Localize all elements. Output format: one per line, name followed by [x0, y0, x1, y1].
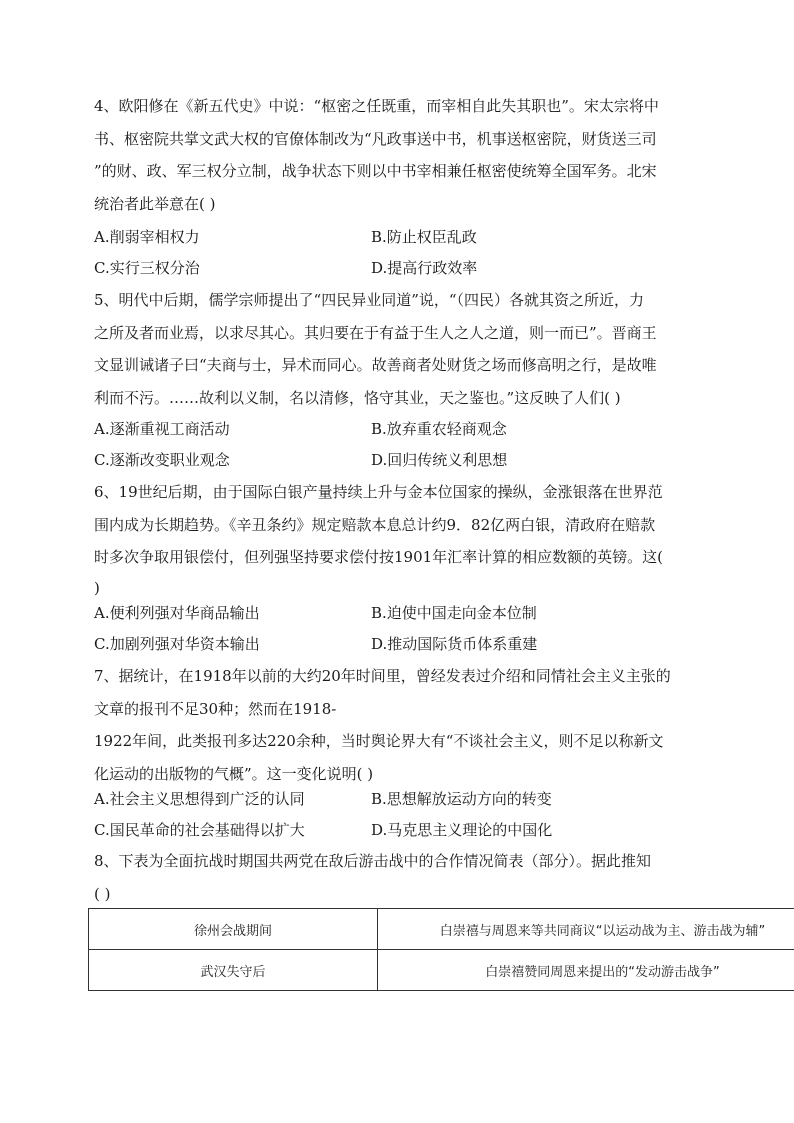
- question-8-line-2: ( ): [94, 884, 111, 903]
- question-5-option-c[interactable]: C.逐渐改变职业观念: [94, 451, 230, 469]
- question-4-option-b[interactable]: B.防止权臣乱政: [371, 228, 477, 246]
- question-6-line-2: 围内成为长期趋势。《辛丑条约》规定赔款本息总计约9．82亿两白银，清政府在赔款: [94, 515, 656, 534]
- question-6-line-4: ): [94, 578, 100, 597]
- question-8-line-1: 8、下表为全面抗战时期国共两党在敌后游击战中的合作情况简表（部分）。据此推知: [94, 852, 652, 870]
- question-5: [94, 284, 794, 414]
- question-7-option-b[interactable]: B.思想解放运动方向的转变: [371, 790, 552, 808]
- question-4: [94, 90, 794, 220]
- question-4-line-2: 书、枢密院共掌文武大权的官僚体制改为“凡政事送中书，机事送枢密院，财货送三司: [94, 129, 657, 148]
- question-6-option-b[interactable]: B.迫使中国走向金本位制: [371, 604, 537, 622]
- question-7: [94, 660, 794, 790]
- question-7-line-2: 文章的报刊不足30种；然而在1918-: [94, 699, 337, 718]
- question-8: [94, 845, 794, 910]
- table-cell-content: 白崇禧与周恩来等共同商议“以运动战为主、游击战为辅”: [378, 909, 794, 950]
- question-6: [94, 476, 794, 602]
- question-7-line-1: 7、据统计，在1918年以前的大约20年时间里，曾经发表过介绍和同情社会主义主张的: [94, 667, 671, 685]
- question-7-option-a[interactable]: A.社会主义思想得到广泛的认同: [94, 790, 305, 808]
- question-4-line-4: 统治者此举意在( ): [94, 194, 216, 213]
- question-6-line-3: 时多次争取用银偿付，但列强坚持要求偿付按1901年汇率计算的相应数额的英镑。这(: [94, 548, 664, 566]
- question-6-option-c[interactable]: C.加剧列强对华资本输出: [94, 635, 260, 653]
- question-4-options: [94, 222, 694, 284]
- question-5-option-b[interactable]: B.放弃重农轻商观念: [371, 420, 507, 438]
- question-4-option-c[interactable]: C.实行三权分治: [94, 259, 200, 277]
- question-6-option-a[interactable]: A.便利列强对华商品输出: [94, 604, 260, 622]
- question-4-option-a[interactable]: A.削弱宰相权力: [94, 228, 200, 246]
- question-4-option-d[interactable]: D.提高行政效率: [371, 259, 478, 277]
- table-cell-content: 白崇禧赞同周恩来提出的“发动游击战争”: [378, 950, 794, 991]
- question-5-option-a[interactable]: A.逐渐重视工商活动: [94, 420, 230, 438]
- question-7-line-3: 1922年间，此类报刊多达220余种，当时舆论界大有“不谈社会主义，则不足以称新文: [94, 732, 664, 750]
- question-5-line-1: 5、明代中后期，儒学宗师提出了“四民异业同道”说，“（四民）各就其资之所近，力: [94, 291, 645, 309]
- table-cell-period: 武汉失守后: [89, 950, 378, 991]
- question-4-line-3: ”的财、政、军三权分立制，战争状态下则以中书宰相兼任枢密使统筹全国军务。北宋: [94, 162, 657, 180]
- question-6-line-1: 6、19世纪后期，由于国际白银产量持续上升与金本位国家的操纵，金涨银落在世界范: [94, 483, 663, 501]
- question-5-line-4: 利而不污。……故利以义制，名以清修，恪守其业，天之鉴也。”这反映了人们( ): [94, 388, 621, 407]
- table-row: [89, 909, 794, 950]
- question-7-option-d[interactable]: D.马克思主义理论的中国化: [371, 821, 553, 839]
- cooperation-table: [88, 908, 794, 991]
- question-5-option-d[interactable]: D.回归传统义利思想: [371, 451, 508, 469]
- question-7-option-c[interactable]: C.国民革命的社会基础得以扩大: [94, 821, 305, 839]
- question-6-option-d[interactable]: D.推动国际货币体系重建: [371, 635, 538, 653]
- question-4-line-1: 4、欧阳修在《新五代史》中说：“枢密之任既重，而宰相自此失其职也”。宋太宗将中: [94, 97, 659, 115]
- table-row: [89, 950, 794, 991]
- question-7-options: [94, 784, 694, 846]
- question-7-line-4: 化运动的出版物的气概”。这一变化说明( ): [94, 764, 374, 783]
- question-6-options: [94, 598, 694, 660]
- question-5-line-3: 文显训诫诸子曰“夫商与士，异术而同心。故善商者处财货之场而修高明之行，是故唯: [94, 356, 657, 374]
- question-5-options: [94, 414, 694, 476]
- table-cell-period: 徐州会战期间: [89, 909, 378, 950]
- question-5-line-2: 之所及者而业焉，以求尽其心。其归要在于有益于生人之人之道，则一而已”。晋商王: [94, 323, 657, 342]
